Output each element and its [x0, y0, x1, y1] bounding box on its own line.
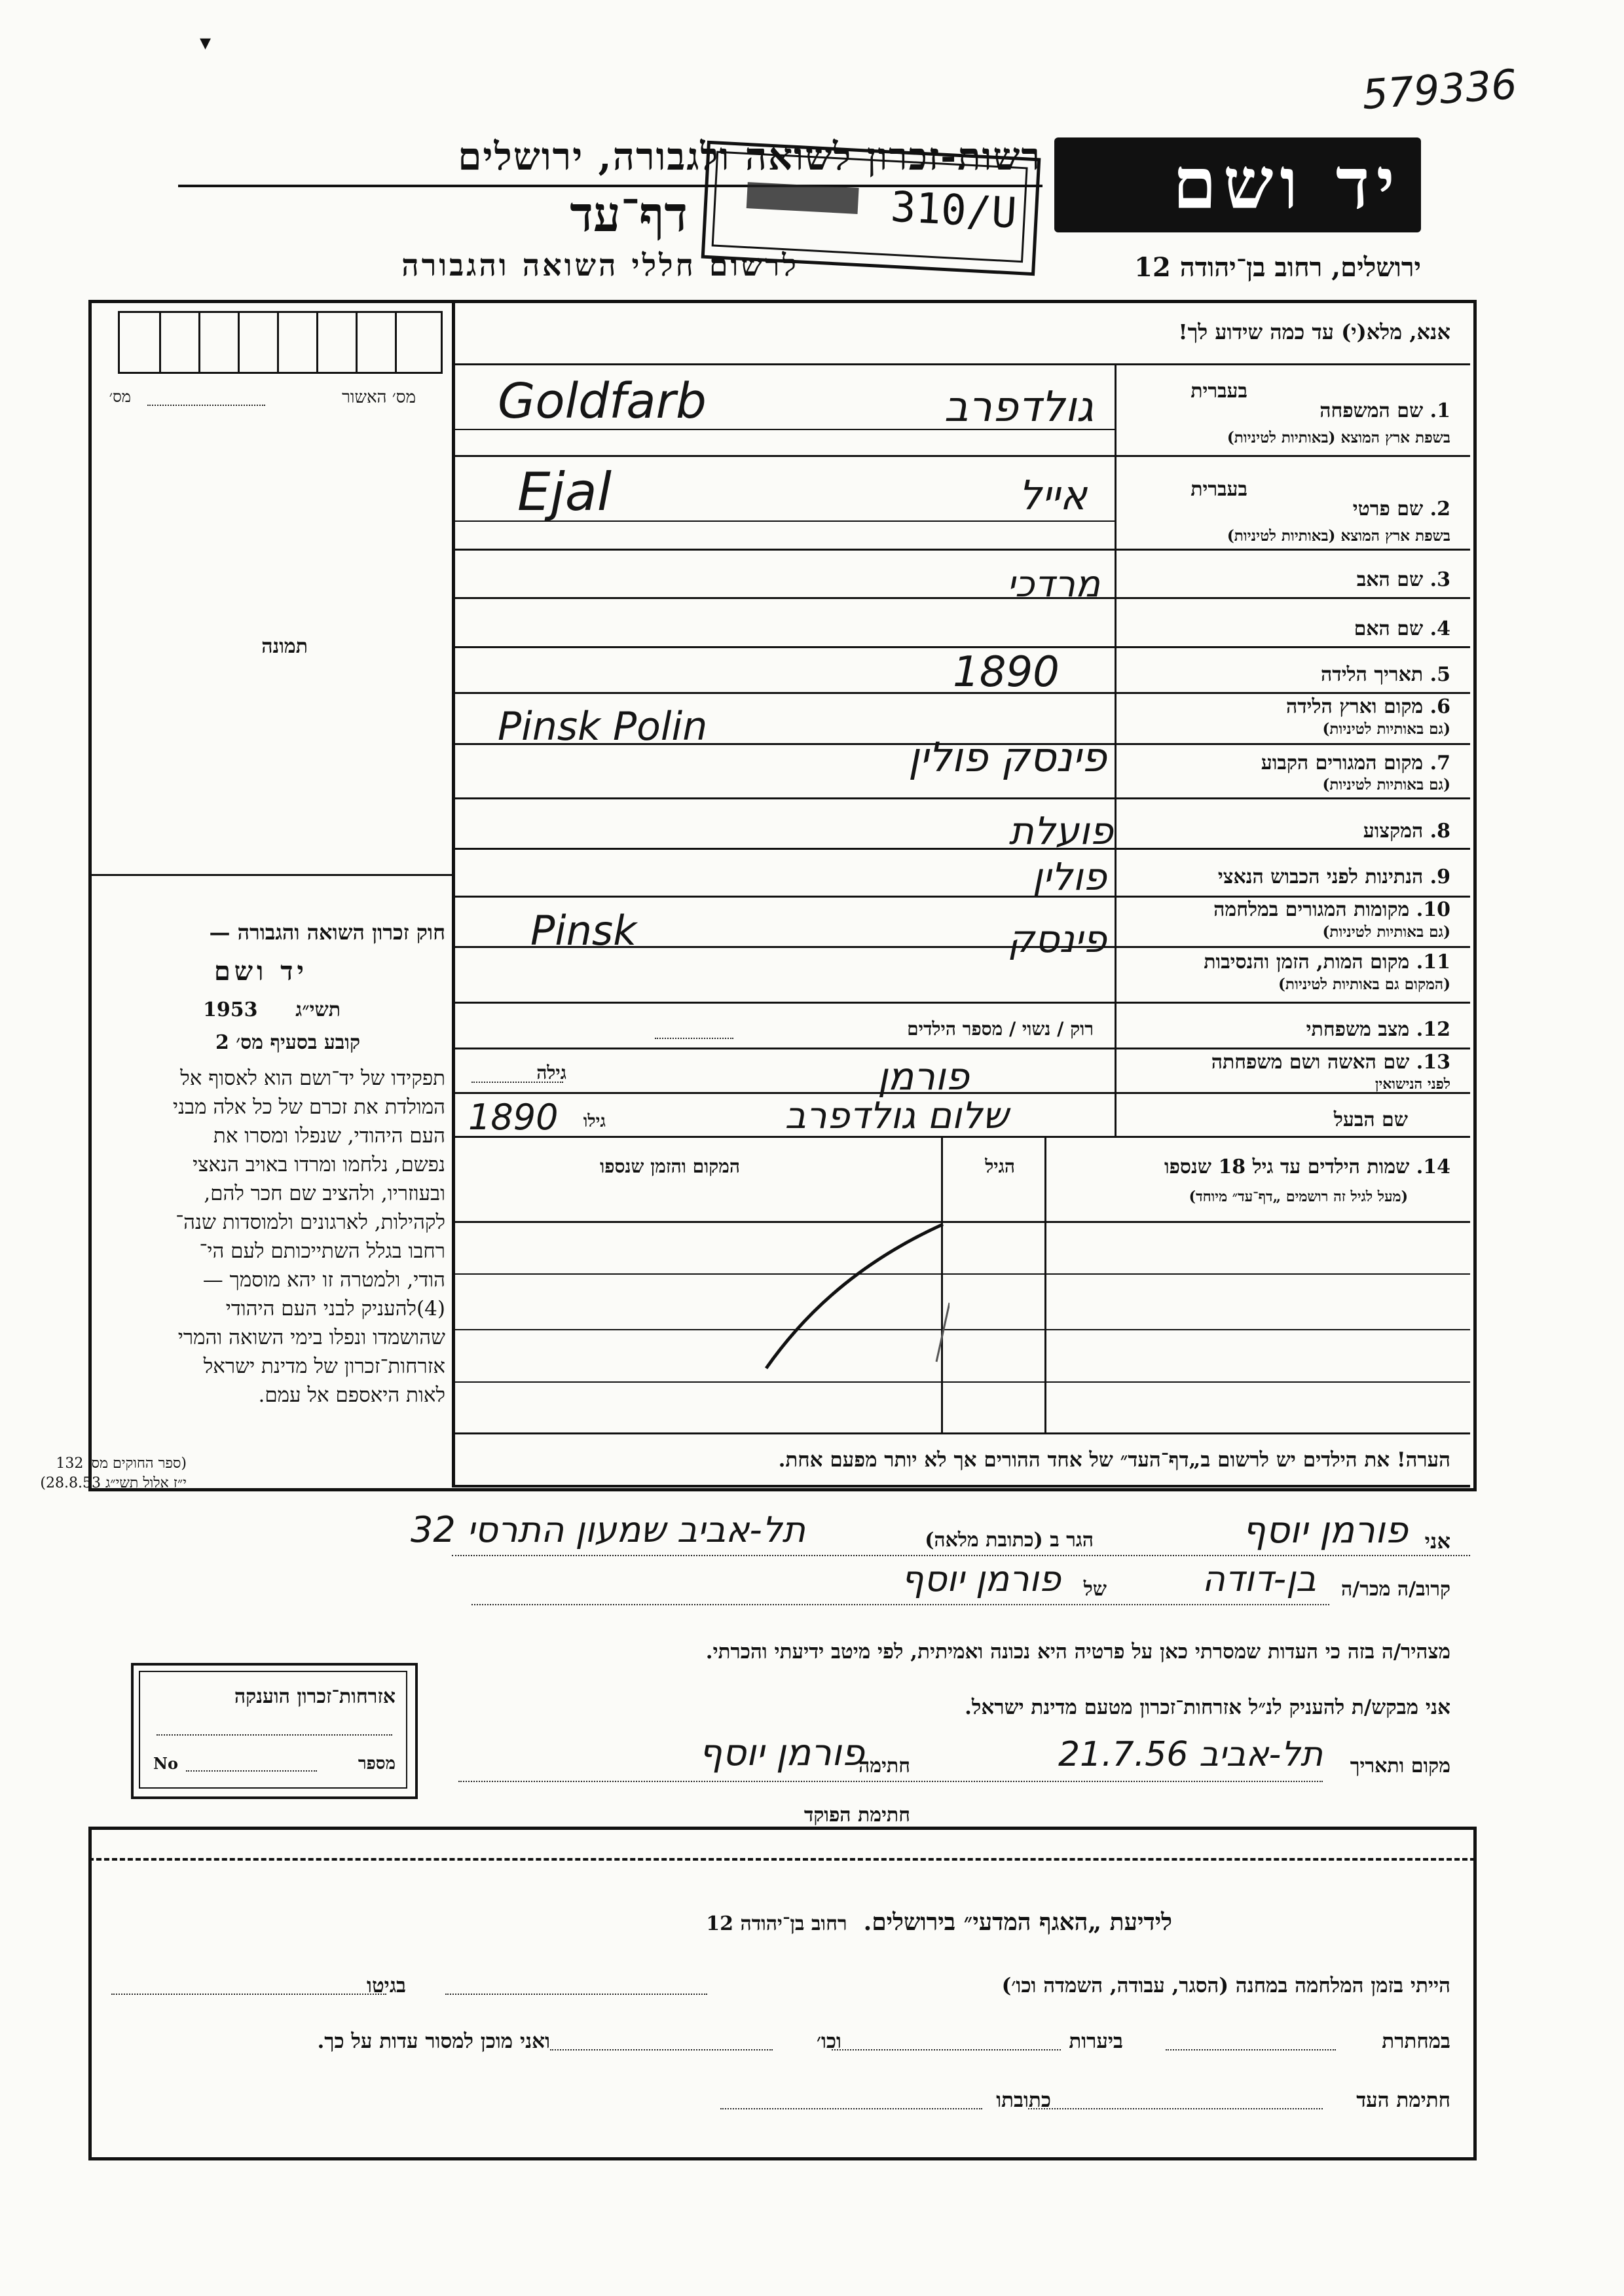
relative-line	[471, 1604, 1329, 1605]
field-label: שם המשפחה	[1320, 399, 1424, 422]
field-label: מקום המות, הזמן והנסיבות	[1204, 951, 1410, 974]
field-7-sub: (גם באותיות לטיניות)	[1322, 776, 1450, 793]
stamp	[701, 141, 1041, 276]
approval-box	[118, 311, 443, 374]
field-num: 5.	[1430, 663, 1450, 686]
field-13-age-label: גילה	[536, 1062, 566, 1084]
logo-text: יד ושם	[1172, 143, 1401, 225]
row-rule	[455, 797, 1470, 799]
field-num: 4.	[1430, 617, 1450, 640]
row-rule	[455, 896, 1470, 898]
footer-witness-sig: חתימת העד	[1356, 2088, 1450, 2112]
law-line: לקהילות, לארגונים ולמוסדות שנה־	[175, 1211, 445, 1234]
field-label: מקום וארץ הלידה	[1285, 695, 1424, 718]
field-9-label	[1218, 866, 1450, 888]
children-header-rule	[455, 1221, 1470, 1223]
field-1-hebrew-tag: בעברית	[1190, 380, 1247, 403]
field-11-label	[1204, 951, 1450, 974]
law-year: 1953	[203, 998, 258, 1021]
field-6-label	[1286, 695, 1450, 718]
law-line: נפשם, נלחמו ומרדו באויב הנאצי	[193, 1153, 445, 1176]
row-rule	[455, 1002, 1470, 1004]
approval-hash: מס׳	[109, 388, 131, 406]
address: ירושלים, רחוב בן־יהודה 12	[1134, 252, 1421, 283]
place-date[interactable]: תל-אביב 21.7.56	[1058, 1735, 1323, 1774]
address-line	[452, 1555, 1470, 1556]
children-row-rule	[455, 1329, 1470, 1330]
field-2-label	[1353, 498, 1450, 520]
field-13-sub: לפני הנישואין	[1375, 1076, 1450, 1093]
left-column-divider	[452, 300, 455, 1485]
field-8-label	[1363, 820, 1450, 843]
field-2-latin[interactable]: Ejal	[517, 462, 612, 522]
children-title-sub: (מעל לגיל זה רושמים „דף־עד״ מיוחד)	[1189, 1188, 1408, 1205]
field-1-sub: בשפת ארץ המוצא (באותיות לטיניות)	[1227, 429, 1450, 446]
yad-vashem-logo	[1054, 137, 1421, 232]
law-logo: יד ושם	[213, 956, 308, 987]
field-1-latin[interactable]: Goldfarb	[498, 373, 707, 429]
footer-ready: ואני מוכן למסור עדות על כך.	[317, 2030, 550, 2053]
camp-line	[445, 1994, 707, 1995]
field-num: 8.	[1430, 820, 1450, 843]
field-10-value[interactable]: פינסק	[1007, 917, 1107, 961]
citizenship-no: No	[153, 1754, 178, 1773]
decl-request: אני מבקש/ת להעניק לנ״ל אזרחות־זכרון מטעם מדינת ישראל.	[965, 1696, 1450, 1719]
field-8-value[interactable]: פועלת	[1008, 809, 1113, 853]
field-num: 14.	[1416, 1156, 1450, 1178]
field-num: 1.	[1430, 399, 1450, 422]
field-num: 11.	[1416, 951, 1450, 974]
field-label: המקצוע	[1363, 820, 1424, 843]
field-label: שם האם	[1354, 617, 1424, 640]
decl-of: של	[1083, 1578, 1107, 1601]
children-title-text: שמות הילדים עד גיל 18 שנספו	[1164, 1156, 1410, 1178]
approval-line	[147, 405, 265, 406]
forests-line	[832, 2049, 1061, 2050]
field-1-label	[1320, 399, 1450, 422]
field-num: 3.	[1430, 568, 1450, 591]
etc-line	[550, 2049, 773, 2050]
field-label: מצב משפחתי	[1306, 1018, 1410, 1041]
law-line: העם היהודי, שנפלו ומסרו את	[213, 1124, 445, 1148]
box-sep-4	[277, 313, 279, 372]
field-2-sub: בשפת ארץ המוצא (באותיות לטיניות)	[1227, 527, 1450, 545]
field-label: שם פרטי	[1352, 498, 1424, 520]
field-num: 13.	[1416, 1051, 1450, 1074]
stamp-number: 310/U	[889, 183, 1018, 238]
children-row-rule	[455, 1273, 1470, 1275]
declaration-rule	[452, 1485, 1470, 1487]
law-line: אזרחות־זכרון של מדינת ישראל	[203, 1355, 445, 1378]
footer-etc: וכו׳	[816, 2030, 841, 2053]
decl-ani: אני	[1424, 1529, 1450, 1554]
law-line: ובעוזריו, ולהציב שם חכר להם,	[204, 1182, 445, 1205]
signature-line	[458, 1781, 1323, 1782]
witness-sig-line	[1028, 2108, 1323, 2109]
citizenship-number-line	[186, 1770, 317, 1772]
law-line: המולדת את זכרם של כל אלה מבני	[172, 1095, 445, 1119]
field-3-label	[1357, 568, 1450, 591]
decl-residing: הגר ב (כתובת מלאה)	[925, 1529, 1094, 1552]
footer-forests: ביערות	[1069, 2030, 1123, 2053]
field-10-latin[interactable]: Pinsk	[530, 907, 637, 955]
field-3-value[interactable]: מרדכי	[1006, 563, 1100, 606]
ghetto-line	[111, 1994, 386, 1995]
husband-value[interactable]: שלום גולדפרב	[784, 1095, 1008, 1137]
husband-age-label: גילו	[583, 1112, 606, 1131]
footer-title-text: לידיעת „האגף המדעי״ בירושלים.	[863, 1908, 1172, 1936]
law-line: הודי, ולמטרה זו יהא מוסמך —	[202, 1268, 445, 1292]
children-col-age: הגיל	[985, 1156, 1015, 1177]
of-name[interactable]: פורמן יוסף	[901, 1558, 1061, 1599]
field-num: 7.	[1430, 752, 1450, 774]
box-sep-1	[159, 313, 161, 372]
field-6-latin[interactable]: Pinsk Polin	[498, 704, 708, 750]
law-line: (4)להעניק לבני העם היהודי	[225, 1297, 445, 1321]
signature[interactable]: פורמן יוסף	[699, 1732, 864, 1774]
field-10-label	[1213, 898, 1450, 921]
footer-underground: במחתרת	[1382, 2030, 1450, 2053]
footer-ghetto: בגיטו	[367, 1974, 406, 1997]
field-7-label	[1261, 752, 1450, 774]
children-row-rule	[455, 1381, 1470, 1383]
children-divider-1	[1044, 1138, 1046, 1432]
children-title	[1164, 1156, 1450, 1178]
photo-label: תמונה	[261, 635, 308, 658]
footer-line1: הייתי בזמן המלחמה במחנה (הסגר, עבודה, השמדה וכו׳)	[1001, 1974, 1450, 1997]
row-rule	[455, 455, 1470, 457]
intro-rule	[452, 363, 1470, 365]
decl-relative-label: קרוב/ה מכר/ה	[1341, 1578, 1450, 1601]
row-rule	[455, 848, 1470, 850]
field-label: מקומות המגורים במלחמה	[1213, 898, 1410, 921]
field-10-sub: (גם באותיות לטיניות)	[1322, 923, 1450, 941]
field-2-hebrew-tag: בעברית	[1190, 478, 1247, 501]
field-num: 10.	[1416, 898, 1450, 921]
law-line: תפקידו של יד־ושם הוא לאסוף אל	[180, 1066, 445, 1090]
field-11-sub: (המקום גם באותיות לטיניות)	[1278, 975, 1450, 993]
field-13-value[interactable]: פורמן	[877, 1054, 969, 1099]
wife-age-line	[471, 1082, 563, 1083]
footer-cut-line	[88, 1858, 1475, 1861]
authority-line: רשות-זכרון לשואה ולגבורה, ירושלים	[458, 134, 1041, 179]
children-bottom-rule	[455, 1432, 1470, 1434]
children-count-line	[655, 1038, 733, 1039]
law-title: חוק זכרון השואה והגבורה —	[209, 920, 445, 945]
corner-mark: ▾	[200, 29, 212, 56]
children-strike	[753, 1218, 950, 1375]
box-sep-6	[356, 313, 358, 372]
law-line: לאות היאספם אל עמם.	[258, 1383, 445, 1407]
footer-address-line	[720, 2108, 982, 2109]
decl-statement: מצהיר/ה בזה כי העדות שמסרתי כאן על פרטיה היא נכונה ואמיתית, לפי מיטב ידיעתי והכרתי.	[705, 1640, 1450, 1664]
law-line: רחבו בגלל השתייכותם לעם הי־	[199, 1239, 445, 1263]
archive-number: 579336	[1360, 60, 1519, 119]
witness-name[interactable]: פורמן יוסף	[1242, 1509, 1408, 1552]
field-4-label	[1354, 617, 1450, 640]
field-12-label	[1306, 1018, 1450, 1041]
field-6-value[interactable]: פינסק פולין	[908, 733, 1107, 781]
law-section: קובע בסעיף מס׳ 2	[215, 1031, 360, 1054]
husband-age[interactable]: 1890	[468, 1097, 559, 1138]
field-2-value[interactable]: אייל	[1018, 471, 1087, 519]
field-13-label	[1211, 1051, 1450, 1074]
photo-rule	[88, 874, 452, 876]
box-sep-2	[198, 313, 200, 372]
decl-official-label: חתימת הפוקד	[803, 1804, 910, 1827]
decl-place-date-label: מקום ותאריך	[1350, 1755, 1450, 1777]
footer-title	[706, 1908, 1172, 1936]
field-6-sub: (גם באותיות לטיניות)	[1322, 720, 1450, 738]
box-sep-7	[395, 313, 397, 372]
field-label: מקום המגורים הקבוע	[1261, 752, 1424, 774]
field-num: 6.	[1430, 695, 1450, 718]
witness-address[interactable]: תל-אביב שמעון התרסי 32	[410, 1509, 805, 1550]
relation[interactable]: בן-דודה	[1202, 1558, 1316, 1599]
intro-text: אנא, מלא(י) עד כמה שידוע לך!	[1178, 319, 1450, 344]
row-rule	[455, 597, 1470, 599]
form-subtitle: לרשום חללי השואה והגבורה	[401, 247, 799, 283]
field-num: 12.	[1416, 1018, 1450, 1041]
children-col-place: המקום והזמן שנספו	[600, 1156, 740, 1177]
footer-address-label: כתובתו	[996, 2088, 1051, 2112]
form-title: דף־עד	[570, 187, 688, 243]
field-label: שם האב	[1356, 568, 1424, 591]
value-column-divider	[1115, 363, 1116, 1136]
footer-address: רחוב בן־יהודה 12	[706, 1912, 847, 1935]
husband-label: שם הבעל	[1333, 1108, 1408, 1131]
law-year-heb: תשי״ג	[295, 998, 341, 1021]
field-12-value: רוק / נשוי / מספר הילדים	[907, 1018, 1094, 1040]
row-rule	[455, 1048, 1470, 1049]
citizenship-box	[131, 1663, 418, 1799]
box-sep-3	[238, 313, 240, 372]
law-text	[173, 1064, 445, 1410]
field-label: שם האשה ושם משפחתה	[1211, 1051, 1410, 1074]
citizenship-number-label: מספר	[358, 1754, 396, 1774]
citizenship-title: אזרחות־זכרון הוענקה	[234, 1685, 396, 1708]
field-9-value[interactable]: פולין	[1032, 854, 1107, 899]
box-sep-5	[316, 313, 318, 372]
field-5-value[interactable]: 1890	[953, 648, 1060, 697]
field-5-label	[1321, 663, 1450, 686]
law-line: שהושמדו ונפלו בימי השואה והמרי	[177, 1326, 445, 1349]
approval-label: מס׳ האשור	[342, 388, 416, 407]
field-num: 2.	[1430, 498, 1450, 520]
law-ref-2: י״ז אלול תשי״ג 28.8.53)	[40, 1475, 187, 1491]
field-num: 9.	[1430, 866, 1450, 888]
field-label: תאריך הלידה	[1321, 663, 1424, 686]
decl-signature-label: חתימה	[858, 1755, 910, 1777]
row-rule	[455, 549, 1470, 551]
underground-line	[1166, 2049, 1336, 2050]
field-label: הנתינות לפני הכבוש הנאצי	[1217, 866, 1424, 888]
citizenship-line	[157, 1734, 392, 1736]
field-1-value[interactable]: גולדפרב	[944, 383, 1094, 431]
note: הערה! את הילדים יש לרשום ב„דף־העד״ של אחד ההורים אך לא יותר מפעם אחת.	[778, 1448, 1450, 1472]
law-ref-1: (ספר החוקים מס׳ 132	[56, 1455, 187, 1472]
